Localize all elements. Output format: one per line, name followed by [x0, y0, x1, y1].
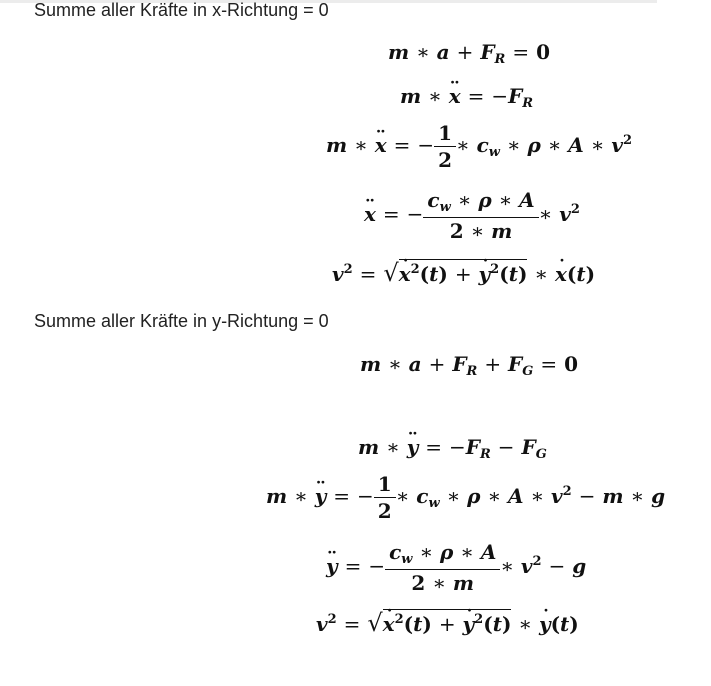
section-heading-x: Summe aller Kräfte in x-Richtung = 0 — [34, 0, 329, 20]
equation-x-5: $v^2$ = √˙ $x^2(t)$ + ˙ $y^2(t)$ ∗ ˙ x(t) — [332, 261, 595, 285]
equation-y-5: $v^2$ = √˙ $x^2(t)$ + ˙ $y^2(t)$ ∗ ˙ y(t) — [316, 611, 579, 635]
equation-x-4: ¨ x = − $\frac{c_w ∗ \rho ∗ A}{2 ∗ m}$ ∗ $v^2$ — [364, 190, 580, 241]
equation-y-4: ¨ y = − $\frac{c_w ∗ \rho ∗ A}{2 ∗ m}$ ∗ $v^2 - g$ — [326, 542, 586, 593]
equation-x-3: m ∗ ¨ x = − $\frac{1}{2}$ ∗ $c_w$ ∗ ρ ∗ A ∗ $v^2$ — [326, 123, 632, 170]
equation-y-3: m ∗ ¨ y = − $\frac{1}{2}$ ∗ $c_w$ ∗ ρ ∗ A ∗ $v^2 - m$ ∗ g — [266, 474, 665, 521]
equation-x-2: m ∗ ¨ $x = -F_R$ — [400, 86, 533, 110]
equation-y-1: m ∗ $a + F_R + F_G = 0$ — [360, 352, 578, 379]
equation-x-1: m ∗ $a + F_R = 0$ — [388, 40, 550, 67]
section-heading-y: Summe aller Kräfte in y-Richtung = 0 — [34, 311, 329, 331]
equation-y-2: m ∗ ¨ $y = -F_R - F_G$ — [358, 437, 547, 461]
